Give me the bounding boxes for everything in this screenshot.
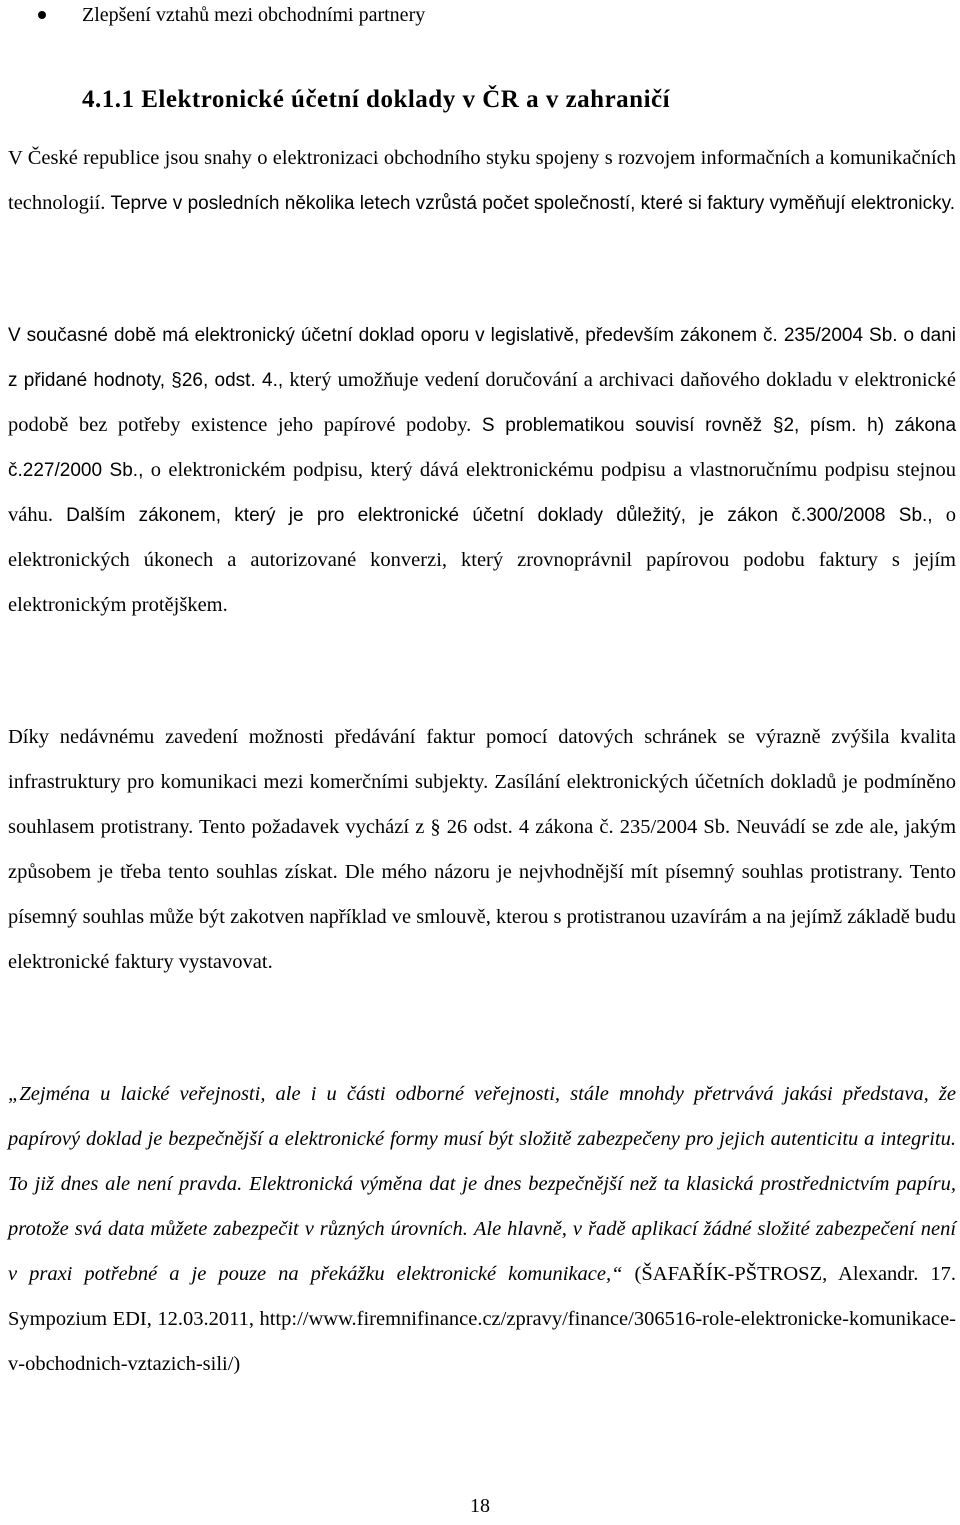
section-heading: 4.1.1 Elektronické účetní doklady v ČR a v zahraničí <box>82 86 671 113</box>
paragraph-text: S problematikou souvisí rovněž §2, písm. h) zákona č.227/2000 Sb., <box>8 415 957 481</box>
quote-text: Ale hlavně, v řadě aplikací žádné složité zabezpečení není v praxi potřebné a je pouze na překážku elektronické komunikace,“ <box>8 1218 957 1285</box>
page-number: 18 <box>470 1495 490 1517</box>
paragraph-text: Teprve v posledních několika letech vzrůstá počet společností, které si faktury vyměňují elektronicky. <box>110 193 955 214</box>
paragraph-data-boxes <box>8 715 956 985</box>
paragraph-text: Neuvádí se zde ale, jakým způsobem je třeba tento souhlas získat. Dle mého názoru je nejvhodnější mít písemný souhlas protistrany. Tento písemný souhlas může být zakotven například ve smlouvě, kterou s protistranou uzavírám a na jejímž základě budu elektronické faktury vystavovat. <box>8 816 957 973</box>
paragraph-intro <box>8 136 956 226</box>
bullet-item <box>38 0 425 30</box>
paragraph-legislation <box>8 313 956 628</box>
paragraph-text: V České republice jsou snahy o elektronizaci obchodního styku spojeny s rozvojem informačních a komunikačních technologií. <box>8 147 956 214</box>
bullet-icon <box>38 11 46 19</box>
paragraph-text: o elektronických úkonech a autorizované konverzi, který zrovnoprávnil papírovou podobu faktury s jejím elektronickým protějškem. <box>8 504 956 616</box>
paragraph-quote <box>8 1072 956 1387</box>
paragraph-text: který umožňuje vedení doručování a archivaci daňového dokladu v elektronické podobě bez potřeby existence jeho papírové podoby. <box>8 369 956 436</box>
paragraph-text: Díky nedávnému zavedení možnosti předávání faktur pomocí datových schránek se výrazně zvýšila kvalita infrastruktury pro komunikaci mezi komerčními subjekty. Zasílání elektronických účetních dokladů je podmíněno souhlasem protistrany. Tento požadavek vychází z § 26 odst. 4 zákona č. 235/2004 Sb. <box>8 726 956 838</box>
paragraph-text: V současné době má elektronický účetní doklad oporu v legislativě, především zákonem č. 235/2004 Sb. o dani z přidané hodnoty, §26, odst. 4., <box>8 325 956 391</box>
quote-text: Elektronická výměna dat je dnes bezpečnější než ta klasická prostřednictvím papíru, protože svá data můžete zabezpečit v různých úrovních. <box>8 1173 956 1240</box>
citation: (ŠAFAŘÍK-PŠTROSZ, Alexandr. 17. Sympozium EDI, 12.03.2011, http://www.firemnifinance.cz/zpravy/finance/306516-role-elektronicke-komunikace-v-obchodnich-vztazich-sili/) <box>8 1263 957 1375</box>
bullet-text: Zlepšení vztahů mezi obchodními partnery <box>82 3 426 26</box>
paragraph-text: Dalším zákonem, který je pro elektronické účetní doklady důležitý, je zákon č.300/2008 Sb., <box>66 505 933 526</box>
paragraph-text: o elektronickém podpisu, který dává elektronickému podpisu a vlastnoručnímu podpisu stejnou váhu. <box>8 459 957 526</box>
quote-text: „Zejména u laické veřejnosti, ale i u části odborné veřejnosti, stále mnohdy přetrvává jakási představa, že papírový doklad je bezpečnější a elektronické formy musí být složitě zabezpečeny pro jejich autenticitu a integritu. To již dnes ale není pravda. <box>8 1083 956 1195</box>
